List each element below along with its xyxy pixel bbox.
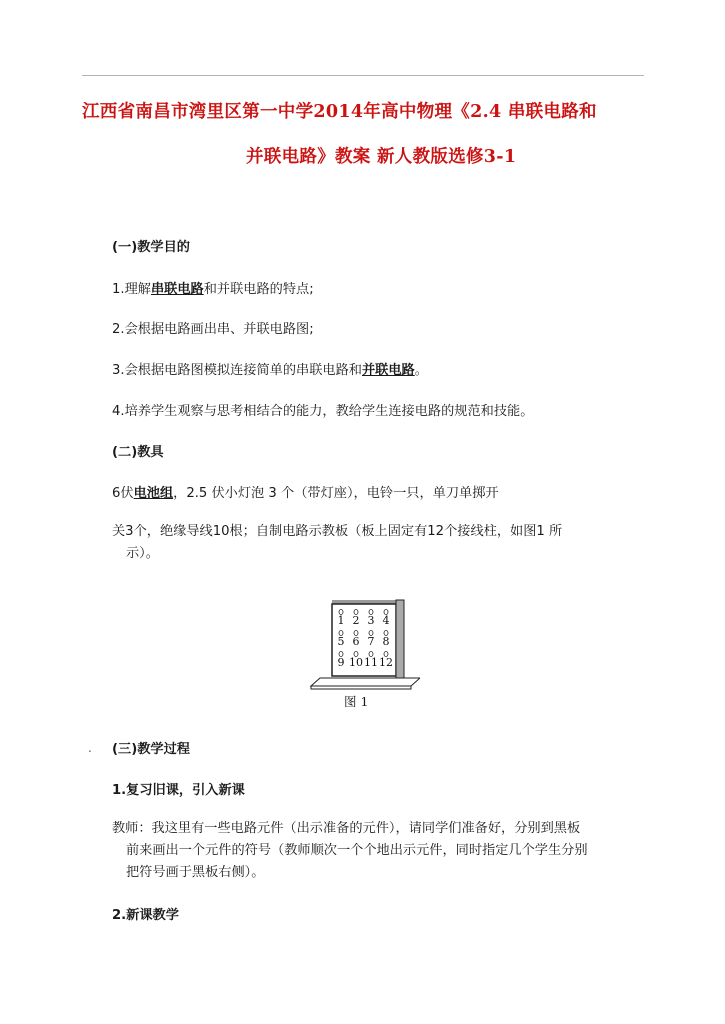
objective-3-underlined: 并联电路: [361, 363, 415, 378]
teacher-paragraph: [112, 818, 652, 884]
board-base-edge: [311, 686, 411, 689]
equipment-post: ，2.5 伏小灯泡 3 个（带灯座），电铃一只，单刀单掷开: [173, 486, 499, 501]
equipment-line-3: 示）。: [126, 546, 159, 561]
teacher-line-3: 把符号画于黑板右侧）。: [126, 865, 265, 880]
objective-item-1: [112, 278, 314, 297]
terminal-number-1: 1: [337, 614, 345, 627]
terminal-number-4: 4: [382, 614, 390, 627]
section-3-heading: (三)教学过程: [112, 742, 190, 757]
objective-4-text: 4.培养学生观察与思考相结合的能力，教给学生连接电路的规范和技能。: [112, 404, 534, 419]
board-base: [311, 678, 420, 686]
terminal-number-6: 6: [352, 635, 360, 648]
terminal-number-8: 8: [382, 635, 390, 648]
terminal-number-7: 7: [367, 635, 375, 648]
terminal-number-9: 9: [337, 656, 345, 669]
objective-2-text: 2.会根据电路画出串、并联电路图;: [112, 322, 314, 337]
board-side: [396, 600, 404, 678]
equipment-line-1: [112, 482, 499, 501]
terminal-number-3: 3: [367, 614, 375, 627]
objective-item-4: [112, 400, 533, 419]
objective-item-2: [112, 318, 314, 337]
section-2-heading: (二)教具: [112, 445, 164, 460]
teacher-line-2: 前来画出一个元件的符号（教师顺次一个个地出示元件，同时指定几个学生分别: [126, 843, 588, 858]
objective-3-pre: 3.会根据电路图模拟连接简单的串联电路和: [112, 363, 362, 378]
figure-caption: 图 1: [344, 694, 369, 709]
subsection-2-heading: 2.新课教学: [112, 908, 179, 923]
equipment-underlined: 电池组: [133, 486, 174, 501]
equipment-line-2: 关3个，绝缘导线10根；自制电路示教板（板上固定有12个接线柱，如图1 所: [112, 524, 563, 539]
equipment-paragraph: [112, 521, 652, 565]
terminal-number-11: 11: [364, 656, 378, 669]
objective-item-3: [112, 359, 428, 378]
subsection-1-heading: 1.复习旧课，引入新课: [112, 783, 245, 798]
terminal-number-2: 2: [352, 614, 360, 627]
objective-1-pre: 1.理解: [112, 282, 151, 297]
objective-3-post: 。: [414, 363, 428, 378]
terminal-number-10: 10: [349, 656, 363, 669]
objective-1-underlined: 串联电路: [150, 282, 204, 297]
section-1-heading: (一)教学目的: [112, 240, 190, 255]
terminal-number-12: 12: [379, 656, 393, 669]
document-title-line-1: 江西省南昌市湾里区第一中学2014年高中物理《2.4 串联电路和: [82, 102, 597, 122]
terminal-number-5: 5: [337, 635, 345, 648]
paragraph-marker: .: [88, 741, 92, 755]
document-title-line-2: 并联电路》教案 新人教版选修3-1: [246, 147, 517, 167]
equipment-pre: 6伏: [112, 486, 134, 501]
header-rule: [82, 75, 644, 76]
teacher-line-1: 教师：我这里有一些电路元件（出示准备的元件），请同学们准备好，分别到黑板: [112, 821, 581, 836]
objective-1-post: 和并联电路的特点;: [203, 282, 314, 297]
